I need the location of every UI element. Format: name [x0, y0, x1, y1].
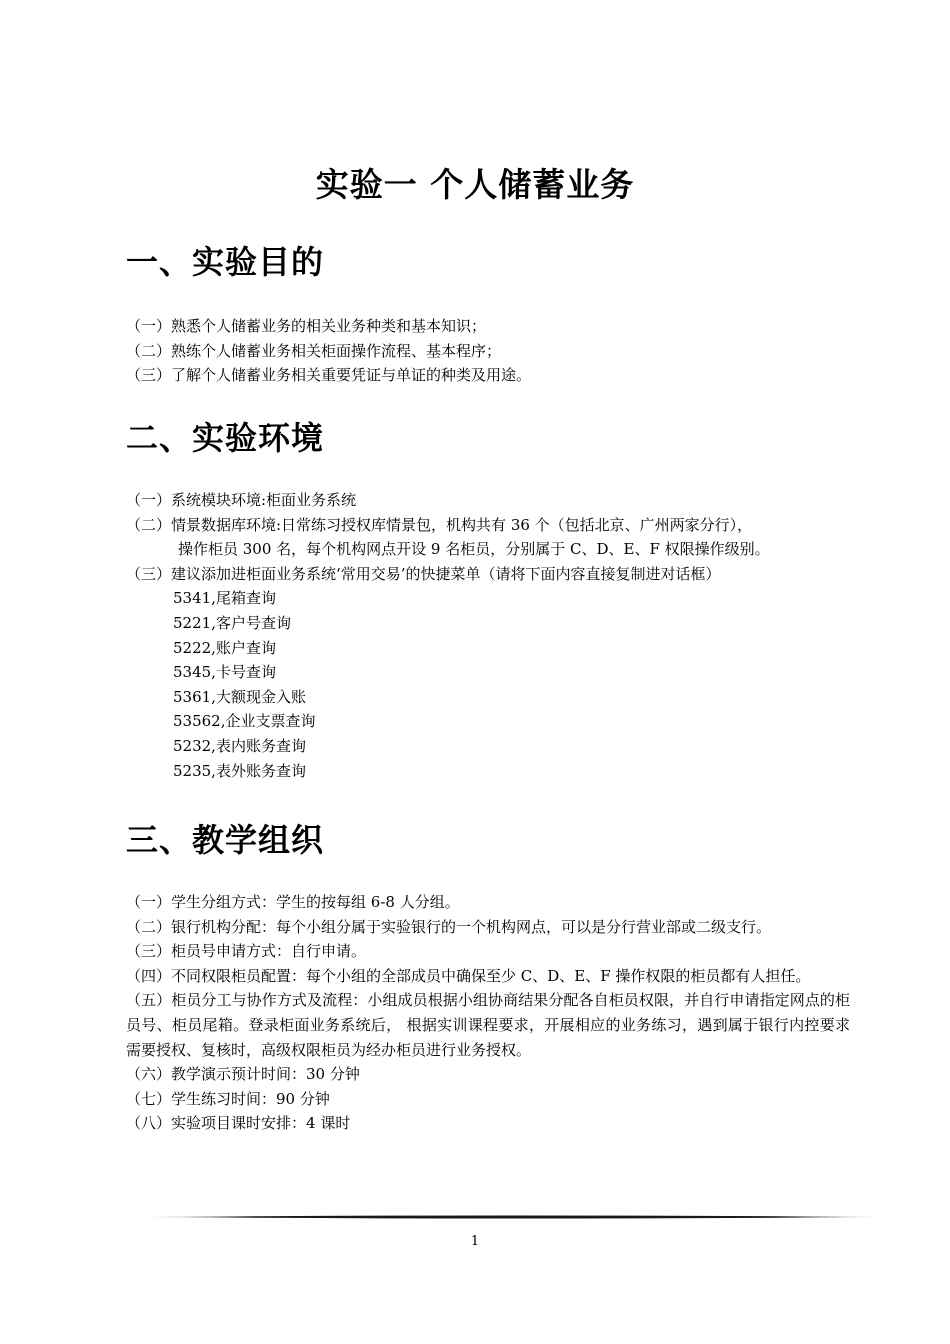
list-item: （五）柜员分工与协作方式及流程：小组成员根据小组协商结果分配各自柜员权限，并自行申请指定网点的柜员号、柜员尾箱。登录柜面业务系统后， 根据实训课程要求，开展相应的业务练习，遇到属于银行内控要求需要授权、复核时，高级权限柜员为经办柜员进行业务授权。 [126, 991, 850, 1059]
list-item: （一）学生分组方式：学生的按每组 6-8 人分组。 [126, 893, 460, 911]
organization-list [126, 890, 850, 1136]
objectives-list [126, 314, 850, 388]
section-heading-environment: 二、实验环境 [126, 419, 325, 457]
list-item: （二）熟练个人储蓄业务相关柜面操作流程、基本程序； [126, 341, 502, 360]
list-item: （三）建议添加进柜面业务系统‘常用交易’的快捷菜单（请将下面内容直接复制进对话框） [126, 564, 721, 583]
list-item-continuation: 操作柜员 300 名，每个机构网点开设 9 名柜员，分别属于 C、D、E、F 权限操作级别。 [178, 540, 770, 559]
list-item: （三）柜员号申请方式：自行申请。 [126, 942, 367, 961]
list-item: （三）了解个人储蓄业务相关重要凭证与单证的种类及用途。 [126, 366, 532, 385]
shortcut-item: 5361,大额现金入账 [173, 687, 306, 706]
list-item: （一）系统模块环境:柜面业务系统 [126, 491, 357, 509]
list-item: （二）银行机构分配：每个小组分属于实验银行的一个机构网点，可以是分行营业部或二级支行。 [126, 917, 772, 936]
list-item: （七）学生练习时间：90 分钟 [126, 1089, 330, 1108]
document-title: 实验一 个人储蓄业务 [315, 165, 635, 204]
footer-divider [138, 1215, 888, 1219]
list-item: （八）实验项目课时安排：4 课时 [126, 1114, 351, 1133]
list-item: （二）情景数据库环境:日常练习授权库情景包，机构共有 36 个（包括北京、广州两家分行）， [126, 515, 753, 534]
shortcut-item: 5235,表外账务查询 [173, 761, 306, 780]
shortcut-item: 5345,卡号查询 [173, 663, 276, 682]
environment-list [126, 488, 850, 783]
shortcut-item: 5221,客户号查询 [173, 613, 291, 632]
section-heading-organization: 三、教学组织 [126, 821, 325, 859]
section-heading-objectives: 一、实验目的 [126, 243, 325, 281]
shortcut-item: 5232,表内账务查询 [173, 736, 306, 755]
shortcut-item: 5341,尾箱查询 [173, 589, 276, 608]
list-item: （六）教学演示预计时间：30 分钟 [126, 1065, 360, 1084]
list-item: （一）熟悉个人储蓄业务的相关业务种类和基本知识； [126, 317, 487, 335]
page-number: 1 [470, 1234, 480, 1249]
list-item: （四）不同权限柜员配置：每个小组的全部成员中确保至少 C、D、E、F 操作权限的柜员都有人担任。 [126, 966, 811, 985]
shortcut-item: 5222,账户查询 [173, 638, 276, 657]
shortcut-item: 53562,企业支票查询 [173, 712, 316, 731]
